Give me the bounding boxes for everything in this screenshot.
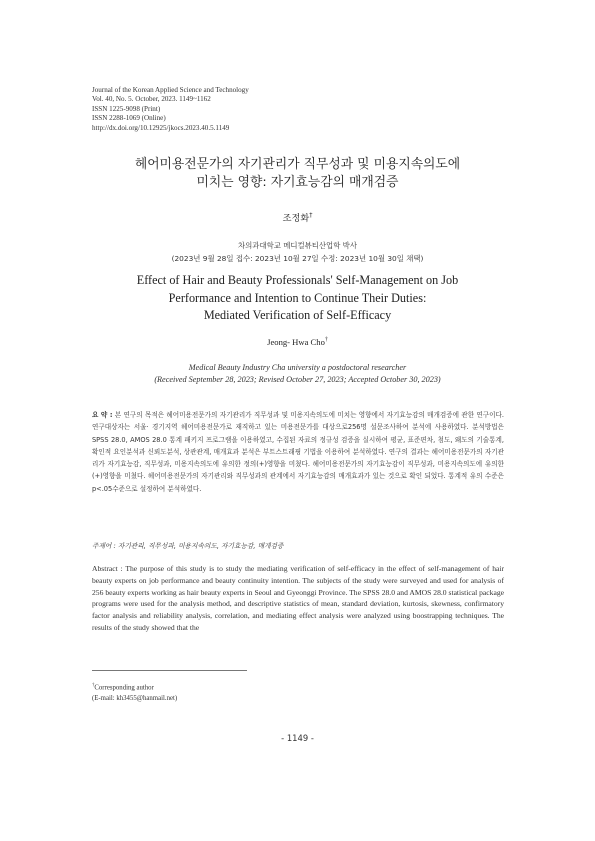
english-author [0, 337, 595, 347]
korean-keywords: 주제어 : 자기관리, 직무성과, 미용지속의도, 자기효능감, 매개검증 [92, 542, 284, 550]
korean-dates: (2023년 9월 28일 접수: 2023년 10월 27일 수정: 2023년 10월 30일 채택) [171, 254, 424, 263]
footnote-email: (E-mail: kh3455@hanmail.net) [92, 695, 178, 703]
english-author-name: Jeong- Hwa Cho [267, 337, 325, 347]
journal-doi[interactable]: http://dx.doi.org/10.12925/jkocs.2023.40.5.1149 [92, 123, 230, 132]
page-number: - 1149 - [281, 733, 314, 743]
korean-title [0, 156, 595, 192]
english-title-line1: Effect of Hair and Beauty Professionals' Self-Management on Job [136, 273, 459, 287]
english-affiliation-block [0, 362, 595, 386]
english-title [0, 272, 595, 325]
english-title-line2: Performance and Intention to Continue Their Duties: [168, 290, 427, 305]
journal-issn-online: ISSN 2288-1069 (Online) [92, 114, 166, 123]
korean-author-name: 조정화 [282, 213, 310, 224]
korean-affiliation: 차의과대학교 메디컬뷰티산업학 박사 [238, 241, 357, 250]
footnote-mark: † [92, 683, 95, 688]
journal-info [92, 86, 249, 133]
english-affiliation: Medical Beauty Industry Cha university a postdoctoral researcher [188, 363, 407, 372]
english-title-line3: Mediated Verification of Self-Efficacy [203, 308, 392, 322]
korean-author-mark: † [309, 210, 313, 219]
korean-author [0, 210, 595, 224]
english-abstract: Abstract : The purpose of this study is to study the mediating verification of self-efficacy in the effect of self-management of hair beauty experts on job performance and beauty continuity intention. The subjects of the study were surveyed and used for analysis of 256 beauty experts working as hair beauty experts in Seoul and Gyeonggi Province. The SPSS 28.0 and AMOS 28.0 statistical package programs were used for the analysis method, and descriptive statistics of mean, standard deviation, kurtosis, skewness, confirmatory factor analysis and reliability analysis, correlation, and mediating effect analysis were analyzed using boostrapping techniques. The results of the study showed that the [92, 564, 504, 632]
korean-affiliation-block [0, 239, 595, 265]
footnote-divider [92, 670, 247, 671]
korean-abstract [92, 409, 504, 495]
korean-abstract-text: 본 연구의 목적은 헤어미용전문가의 자기관리가 직무성과 및 미용지속의도에 미치는 영향에서 자기효능감의 매개검증에 관한 연구이다. 연구대상자는 서울· 경기지역 헤어미용전문가로 재직하고 있는 미용전문가를 대상으로256명 설문조사하여 분석에 사용하였다. 분석방법은SPSS 28.0, AMOS 28.0 통계 패키지 프로그램을 이용하였고, 수집된 자료의 정규성 검증을 실시하여 평균, 표준편차, 첨도, 왜도의 기술통계, 확인적 요인분석과 신뢰도분석, 상관관계, 매개효과 분석은 부트스트래핑 기법을 이용하여 분석하였다. 연구의 결과는 헤어미용전문가의 자기관리가 자기효능감, 직무성과, 미용지속의도에 유의한 정의(+)영향을 미쳤다. 헤어미용전문가의 자기효능감이 직무성과, 미용지속의도에 유의한 (+)영향을 미쳤다. 헤어미용전문가의 자기관리와 직무성과의 관계에서 자기효능감의 매개효과가 있는 것으로 확인 되었다. 통계적 유의 수준은 p<.05수준으로 설정하여 분석하였다. [92, 411, 505, 493]
korean-title-line1: 헤어미용전문가의 자기관리가 직무성과 및 미용지속의도에 [134, 157, 461, 172]
journal-issn-print: ISSN 1225-9098 (Print) [92, 104, 161, 113]
footnote [92, 680, 177, 704]
english-dates: (Received September 28, 2023; Revised October 27, 2023; Accepted October 30, 2023) [154, 375, 441, 384]
footnote-line1: Corresponding author [94, 684, 154, 692]
english-author-mark: † [324, 337, 328, 344]
journal-name: Journal of the Korean Applied Science and Technology [92, 86, 249, 94]
korean-abstract-label: 요 약 : [92, 411, 113, 419]
korean-title-line2: 미치는 영향: 자기효능감의 매개검증 [196, 175, 399, 190]
journal-volume: Vol. 40, No. 5. October, 2023. 1149~1162 [92, 95, 211, 104]
